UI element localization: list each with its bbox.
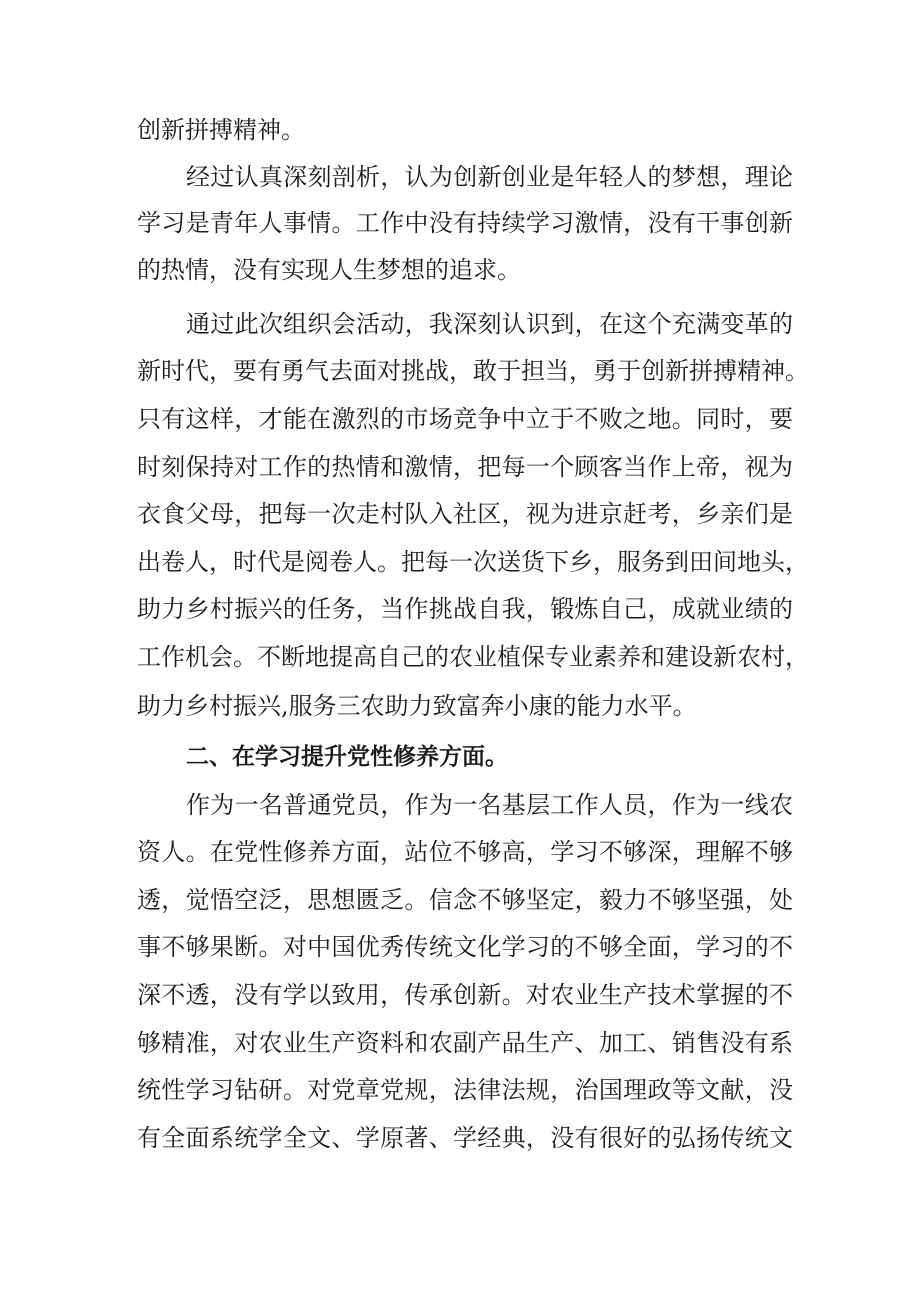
paragraph-2-line-7: 助力乡村振兴的任务，当作挑战自我，锻炼自己，成就业绩的	[137, 595, 793, 623]
paragraph-2-line-8: 工作机会。不断地提高自己的农业植保专业素养和建设新农村，	[137, 643, 809, 671]
paragraph-2-line-9: 助力乡村振兴,服务三农助力致富奔小康的能力水平。	[137, 692, 697, 720]
paragraph-2-line-6: 出卷人，时代是阅卷人。把每一次送货下乡，服务到田间地头，	[137, 548, 809, 576]
paragraph-0-line-1: 创新拼搏精神。	[137, 116, 305, 144]
paragraph-2-line-5: 衣食父母，把每一次走村队入社区，视为进京赶考，乡亲们是	[137, 500, 793, 528]
paragraph-3-line-6: 够精准，对农业生产资料和农副产品生产、加工、销售没有系	[137, 1029, 793, 1057]
paragraph-3-line-8: 有全面系统学全文、学原著、学经典，没有很好的弘扬传统文	[137, 1124, 793, 1152]
paragraph-2-line-3: 只有这样，才能在激烈的市场竞争中立于不败之地。同时，要	[137, 405, 793, 433]
paragraph-3-line-7: 统性学习钻研。对党章党规，法律法规，治国理政等文献，没	[137, 1076, 793, 1104]
paragraph-1-line-2: 学习是青年人事情。工作中没有持续学习激情，没有干事创新	[137, 209, 793, 237]
paragraph-2-line-2: 新时代，要有勇气去面对挑战，敢于担当，勇于创新拼搏精神。	[137, 357, 809, 385]
paragraph-1-line-3: 的热情，没有实现人生梦想的追求。	[137, 256, 521, 284]
section-heading-2: 二、在学习提升党性修养方面。	[186, 744, 508, 770]
paragraph-3-line-1: 作为一名普通党员，作为一名基层工作人员，作为一线农	[186, 791, 793, 819]
paragraph-2-line-1: 通过此次组织会活动，我深刻认识到，在这个充满变革的	[186, 310, 793, 338]
paragraph-3-line-5: 深不透，没有学以致用，传承创新。对农业生产技术掌握的不	[137, 981, 793, 1009]
paragraph-2-line-4: 时刻保持对工作的热情和激情，把每一个顾客当作上帝，视为	[137, 453, 793, 481]
paragraph-1-line-1: 经过认真深刻剖析，认为创新创业是年轻人的梦想，理论	[186, 163, 793, 191]
paragraph-3-line-3: 透，觉悟空泛，思想匮乏。信念不够坚定，毅力不够坚强，处	[137, 886, 793, 914]
paragraph-3-line-4: 事不够果断。对中国优秀传统文化学习的不够全面，学习的不	[137, 933, 793, 961]
paragraph-3-line-2: 资人。在党性修养方面，站位不够高，学习不够深，理解不够	[137, 838, 793, 866]
